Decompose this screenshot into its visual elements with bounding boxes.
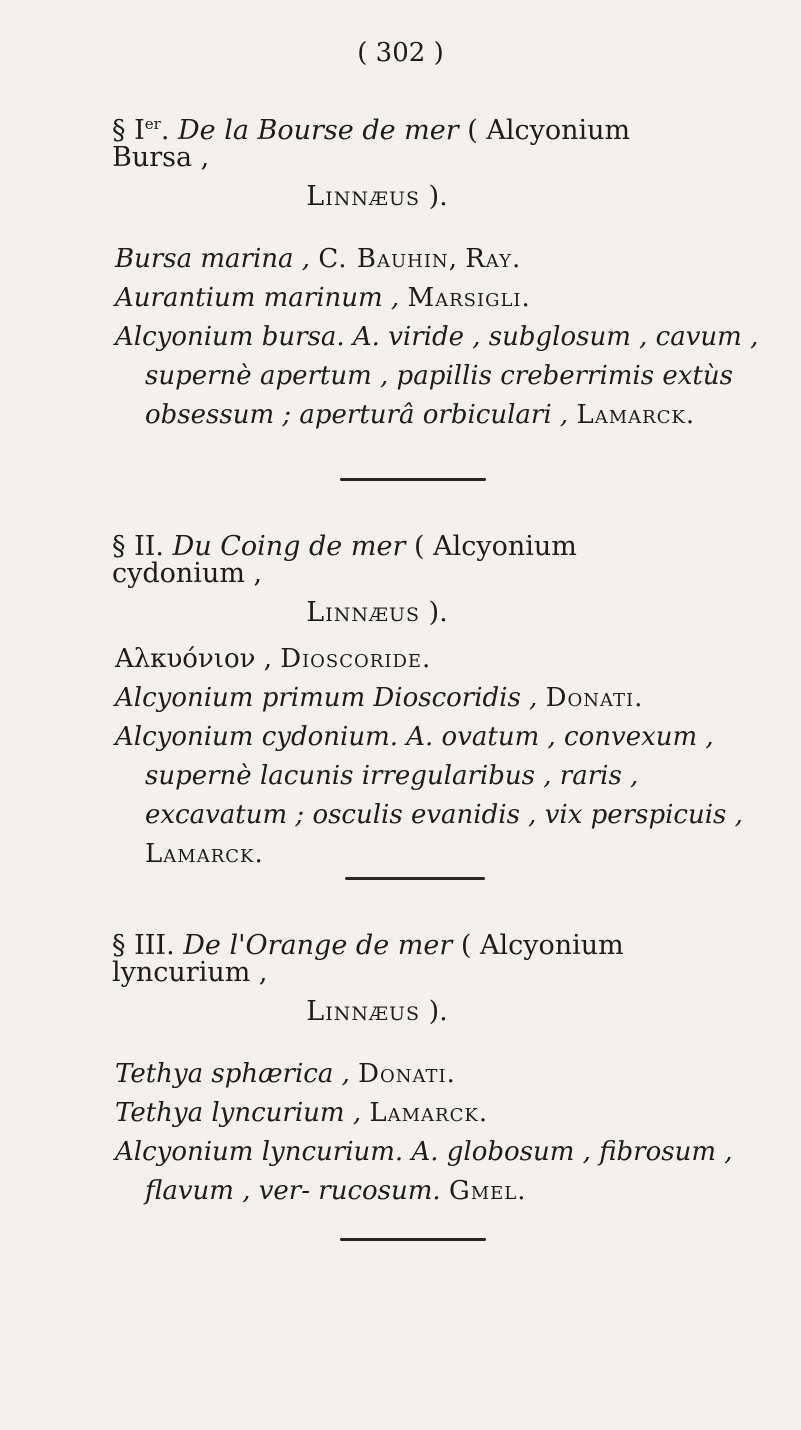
section-heading-3: § III. De l'Orange de mer ( Alcyonium lyncurium , Linnæus ). <box>112 930 624 1027</box>
section-number: § II. <box>112 531 164 562</box>
section-title-latin: ( Alcyonium cydonium , <box>112 531 577 589</box>
section-authority: Linnæus <box>306 597 420 628</box>
section-title-latin: ( Alcyonium Bursa , <box>112 115 631 173</box>
synonymy-1: Bursa marina , C. Bauhin, Ray. Aurantium marinum , Marsigli. Alcyonium bursa. A. viride , subglosum , cavum , supernè apertum , papillis creberrimis extùs obsessum ; aperturâ orbiculari , Lamarck. <box>115 244 759 430</box>
section-divider <box>340 1238 486 1241</box>
section-number: § Ier. <box>112 115 170 146</box>
section-heading-1: § Ier. De la Bourse de mer ( Alcyonium Bursa , Linnæus ). <box>112 115 631 212</box>
section-heading-2: § II. Du Coing de mer ( Alcyonium cydonium , Linnæus ). <box>112 531 577 628</box>
synonymy-3: Tethya sphærica , Donati. Tethya lyncurium , Lamarck. Alcyonium lyncurium. A. globosum , fibrosum , flavum , ver- rucosum. Gmel. <box>115 1059 733 1206</box>
section-divider <box>345 877 485 880</box>
section-title-french: De la Bourse de mer <box>178 115 459 146</box>
page-number: ( 302 ) <box>357 38 444 68</box>
section-title-latin: ( Alcyonium lyncurium , <box>112 930 624 988</box>
section-divider <box>340 478 486 481</box>
section-authority: Linnæus <box>306 181 420 212</box>
section-title-french: De l'Orange de mer <box>183 930 453 961</box>
section-number: § III. <box>112 930 175 961</box>
synonymy-2: Αλκυόνιον , Dioscoride. Alcyonium primum Dioscoridis , Donati. Alcyonium cydonium. A. ovatum , convexum , supernè lacunis irregularibus , raris , excavatum ; osculis evanidis , vix perspicuis , Lamarck. <box>115 644 743 869</box>
section-authority: Linnæus <box>306 996 420 1027</box>
section-title-french: Du Coing de mer <box>172 531 406 562</box>
